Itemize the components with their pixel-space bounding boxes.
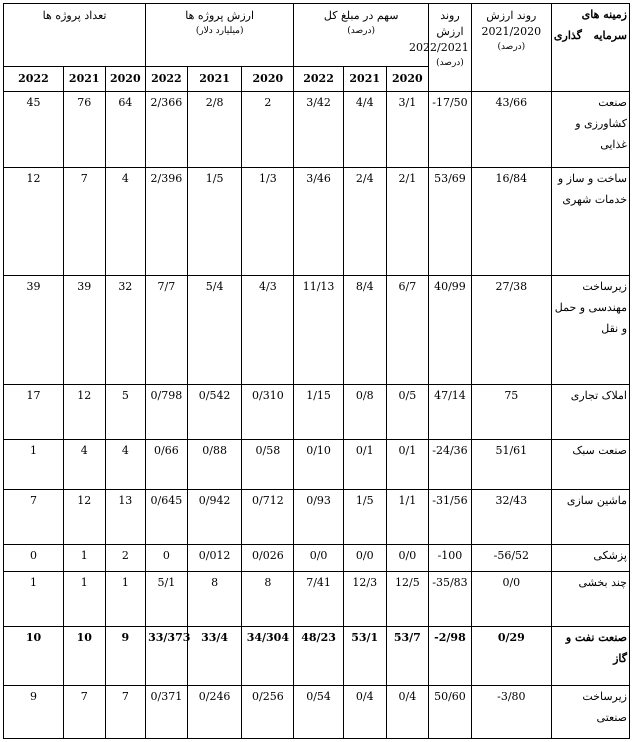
share-2021-cell: 53/1 bbox=[343, 626, 386, 685]
year-value-2022: 2022 bbox=[146, 66, 188, 91]
share-2022-cell: 3/42 bbox=[294, 91, 344, 167]
count-2020-cell: 4 bbox=[105, 168, 146, 276]
header-count: تعداد پروژه ها bbox=[4, 4, 146, 67]
count-2020-cell: 5 bbox=[105, 385, 146, 439]
year-count-2021: 2021 bbox=[63, 66, 105, 91]
count-2022-cell: 39 bbox=[4, 276, 64, 385]
share-2020-cell: 0/5 bbox=[386, 385, 429, 439]
count-2022-cell: 12 bbox=[4, 168, 64, 276]
trend-2022-2021-cell: -17/50 bbox=[429, 91, 472, 167]
trend-2022-2021-cell: 53/69 bbox=[429, 168, 472, 276]
share-2021-cell: 2/4 bbox=[343, 168, 386, 276]
value-2020-cell: 8 bbox=[242, 572, 294, 626]
trend-2022-2021-cell: -2/98 bbox=[429, 626, 472, 685]
share-2021-cell: 1/5 bbox=[343, 489, 386, 544]
value-2022-cell: 2/366 bbox=[146, 91, 188, 167]
value-2020-cell: 0/58 bbox=[242, 439, 294, 489]
header-sector: زمینه های سرمایه گذاری bbox=[551, 4, 629, 92]
share-2021-cell: 4/4 bbox=[343, 91, 386, 167]
sector-name: ماشین سازی bbox=[551, 489, 629, 544]
count-2021-cell: 4 bbox=[63, 439, 105, 489]
value-2021-cell: 1/5 bbox=[187, 168, 242, 276]
trend-2021-2020-cell: -56/52 bbox=[471, 545, 551, 572]
value-2022-cell: 0/371 bbox=[146, 685, 188, 738]
table-row bbox=[4, 168, 630, 276]
trend-2022-2021-cell: 47/14 bbox=[429, 385, 472, 439]
count-2021-cell: 1 bbox=[63, 545, 105, 572]
share-2020-cell: 0/0 bbox=[386, 545, 429, 572]
table-row bbox=[4, 626, 630, 685]
count-2021-cell: 39 bbox=[63, 276, 105, 385]
share-2022-cell: 0/10 bbox=[294, 439, 344, 489]
trend-2021-2020-cell: 27/38 bbox=[471, 276, 551, 385]
table-row bbox=[4, 439, 630, 489]
value-2020-cell: 0/712 bbox=[242, 489, 294, 544]
value-2022-cell: 0/66 bbox=[146, 439, 188, 489]
count-2020-cell: 2 bbox=[105, 545, 146, 572]
sector-name: زیرساخت صنعتی bbox=[551, 685, 629, 738]
sector-name: صنعت نفت و گاز bbox=[551, 626, 629, 685]
count-2021-cell: 7 bbox=[63, 168, 105, 276]
trend-2021-2020-cell: 0/0 bbox=[471, 572, 551, 626]
sector-name: صنعت سبک bbox=[551, 439, 629, 489]
value-2020-cell: 1/3 bbox=[242, 168, 294, 276]
share-2022-cell: 0/0 bbox=[294, 545, 344, 572]
share-2021-cell: 0/1 bbox=[343, 439, 386, 489]
share-2021-cell: 12/3 bbox=[343, 572, 386, 626]
count-2020-cell: 13 bbox=[105, 489, 146, 544]
value-2020-cell: 0/310 bbox=[242, 385, 294, 439]
header-value: ارزش پروژه ها (میلیارد دلار) bbox=[146, 4, 294, 67]
count-2022-cell: 45 bbox=[4, 91, 64, 167]
value-2020-cell: 34/304 bbox=[242, 626, 294, 685]
share-2022-cell: 11/13 bbox=[294, 276, 344, 385]
year-share-2021: 2021 bbox=[343, 66, 386, 91]
share-2022-cell: 7/41 bbox=[294, 572, 344, 626]
value-2020-cell: 4/3 bbox=[242, 276, 294, 385]
table-row bbox=[4, 91, 630, 167]
share-2020-cell: 53/7 bbox=[386, 626, 429, 685]
value-2022-cell: 2/396 bbox=[146, 168, 188, 276]
share-2020-cell: 1/1 bbox=[386, 489, 429, 544]
value-2021-cell: 0/942 bbox=[187, 489, 242, 544]
trend-2022-2021-cell: -100 bbox=[429, 545, 472, 572]
value-2021-cell: 33/4 bbox=[187, 626, 242, 685]
trend-2022-2021-cell: -24/36 bbox=[429, 439, 472, 489]
count-2021-cell: 12 bbox=[63, 385, 105, 439]
year-share-2022: 2022 bbox=[294, 66, 344, 91]
share-2020-cell: 2/1 bbox=[386, 168, 429, 276]
header-trend-2022-2021: روند ارزش 2022/2021 (درصد) bbox=[429, 4, 472, 92]
year-count-2020: 2020 bbox=[105, 66, 146, 91]
sector-name: ساخت و ساز و خدمات شهری bbox=[551, 168, 629, 276]
share-2020-cell: 0/4 bbox=[386, 685, 429, 738]
table-row bbox=[4, 545, 630, 572]
value-2022-cell: 5/1 bbox=[146, 572, 188, 626]
count-2022-cell: 10 bbox=[4, 626, 64, 685]
table-row bbox=[4, 385, 630, 439]
count-2020-cell: 9 bbox=[105, 626, 146, 685]
count-2020-cell: 1 bbox=[105, 572, 146, 626]
trend-2021-2020-cell: 0/29 bbox=[471, 626, 551, 685]
value-2022-cell: 0 bbox=[146, 545, 188, 572]
trend-2021-2020-cell: 16/84 bbox=[471, 168, 551, 276]
sector-name: املاک تجاری bbox=[551, 385, 629, 439]
count-2022-cell: 1 bbox=[4, 572, 64, 626]
share-2020-cell: 0/1 bbox=[386, 439, 429, 489]
count-2021-cell: 76 bbox=[63, 91, 105, 167]
year-share-2020: 2020 bbox=[386, 66, 429, 91]
share-2022-cell: 48/23 bbox=[294, 626, 344, 685]
count-2020-cell: 7 bbox=[105, 685, 146, 738]
value-2021-cell: 8 bbox=[187, 572, 242, 626]
value-2020-cell: 0/256 bbox=[242, 685, 294, 738]
share-2022-cell: 0/54 bbox=[294, 685, 344, 738]
value-2022-cell: 0/645 bbox=[146, 489, 188, 544]
value-2021-cell: 0/246 bbox=[187, 685, 242, 738]
value-2022-cell: 0/798 bbox=[146, 385, 188, 439]
trend-2022-2021-cell: -31/56 bbox=[429, 489, 472, 544]
trend-2021-2020-cell: 43/66 bbox=[471, 91, 551, 167]
share-2020-cell: 12/5 bbox=[386, 572, 429, 626]
share-2021-cell: 0/0 bbox=[343, 545, 386, 572]
value-2021-cell: 0/88 bbox=[187, 439, 242, 489]
trend-2021-2020-cell: -3/80 bbox=[471, 685, 551, 738]
year-value-2020: 2020 bbox=[242, 66, 294, 91]
table-row bbox=[4, 489, 630, 544]
year-value-2021: 2021 bbox=[187, 66, 242, 91]
header-trend-2021-2020: روند ارزش 2021/2020 (درصد) bbox=[471, 4, 551, 92]
count-2021-cell: 7 bbox=[63, 685, 105, 738]
value-2020-cell: 2 bbox=[242, 91, 294, 167]
share-2022-cell: 0/93 bbox=[294, 489, 344, 544]
value-2021-cell: 5/4 bbox=[187, 276, 242, 385]
trend-2022-2021-cell: 50/60 bbox=[429, 685, 472, 738]
value-2021-cell: 0/542 bbox=[187, 385, 242, 439]
value-2021-cell: 0/012 bbox=[187, 545, 242, 572]
share-2020-cell: 3/1 bbox=[386, 91, 429, 167]
value-2021-cell: 2/8 bbox=[187, 91, 242, 167]
count-2022-cell: 9 bbox=[4, 685, 64, 738]
table-row bbox=[4, 276, 630, 385]
count-2022-cell: 0 bbox=[4, 545, 64, 572]
value-2022-cell: 7/7 bbox=[146, 276, 188, 385]
count-2022-cell: 17 bbox=[4, 385, 64, 439]
value-2022-cell: 33/373 bbox=[146, 626, 188, 685]
table-row bbox=[4, 685, 630, 738]
sector-name: زیرساخت مهندسی و حمل و نقل bbox=[551, 276, 629, 385]
share-2021-cell: 8/4 bbox=[343, 276, 386, 385]
header-share: سهم در مبلغ کل (درصد) bbox=[294, 4, 429, 67]
sector-name: صنعت کشاورزی و غذایی bbox=[551, 91, 629, 167]
header-row bbox=[4, 4, 630, 67]
share-2020-cell: 6/7 bbox=[386, 276, 429, 385]
trend-2022-2021-cell: -35/83 bbox=[429, 572, 472, 626]
trend-2021-2020-cell: 51/61 bbox=[471, 439, 551, 489]
share-2021-cell: 0/8 bbox=[343, 385, 386, 439]
trend-2022-2021-cell: 40/99 bbox=[429, 276, 472, 385]
investment-table bbox=[3, 3, 630, 739]
count-2022-cell: 1 bbox=[4, 439, 64, 489]
count-2020-cell: 4 bbox=[105, 439, 146, 489]
sector-name: پزشکی bbox=[551, 545, 629, 572]
share-2022-cell: 1/15 bbox=[294, 385, 344, 439]
trend-2021-2020-cell: 75 bbox=[471, 385, 551, 439]
count-2022-cell: 7 bbox=[4, 489, 64, 544]
count-2021-cell: 1 bbox=[63, 572, 105, 626]
share-2022-cell: 3/46 bbox=[294, 168, 344, 276]
value-2020-cell: 0/026 bbox=[242, 545, 294, 572]
count-2021-cell: 10 bbox=[63, 626, 105, 685]
count-2020-cell: 64 bbox=[105, 91, 146, 167]
count-2021-cell: 12 bbox=[63, 489, 105, 544]
count-2020-cell: 32 bbox=[105, 276, 146, 385]
year-count-2022: 2022 bbox=[4, 66, 64, 91]
sector-name: چند بخشی bbox=[551, 572, 629, 626]
trend-2021-2020-cell: 32/43 bbox=[471, 489, 551, 544]
table-row bbox=[4, 572, 630, 626]
share-2021-cell: 0/4 bbox=[343, 685, 386, 738]
